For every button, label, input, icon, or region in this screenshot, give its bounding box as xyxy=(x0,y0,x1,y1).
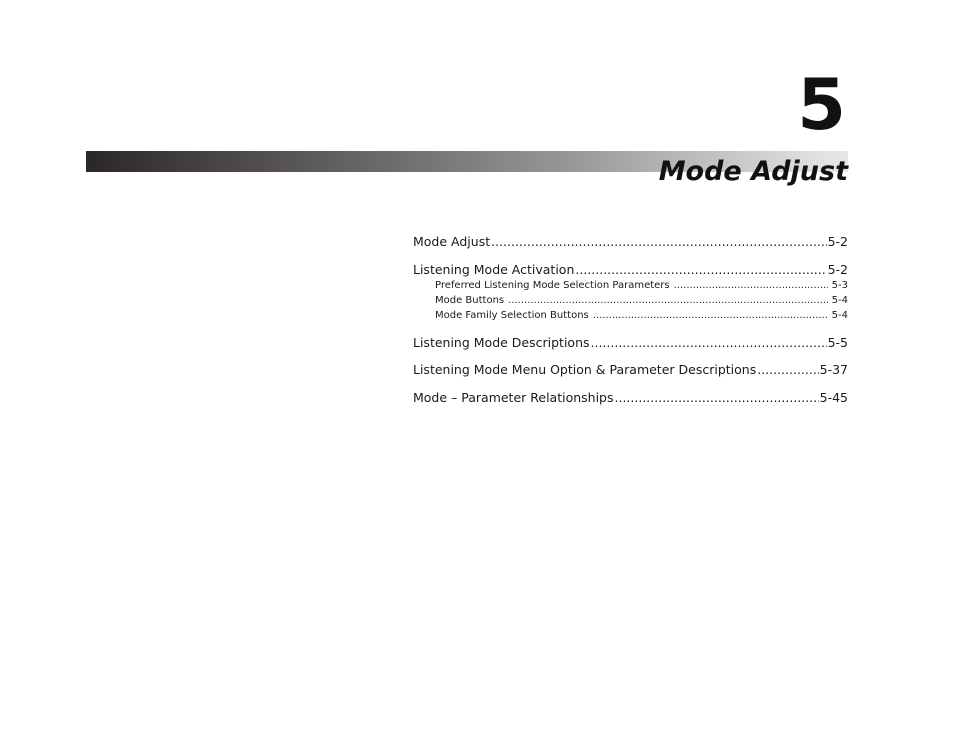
toc-entry-label: Listening Mode Menu Option & Parameter Descriptions xyxy=(413,362,757,377)
chapter-number: 5 xyxy=(797,64,846,146)
toc-entry-listening-mode-descriptions[interactable] xyxy=(413,335,848,351)
toc-entry-page: 5-4 xyxy=(831,294,848,306)
toc-entry-label: Mode Family Selection Buttons xyxy=(435,309,589,321)
chapter-title: Mode Adjust xyxy=(658,156,848,187)
toc-entry-page: 5-5 xyxy=(827,334,848,350)
toc-entry-listening-mode-activation[interactable] xyxy=(413,262,848,278)
toc-entry-page: 5-37 xyxy=(819,362,848,377)
toc-entry-label: Mode Buttons xyxy=(435,294,505,306)
toc-subentry-preferred-listening-mode[interactable] xyxy=(413,279,848,293)
toc-entry-menu-option-parameter-descriptions[interactable] xyxy=(413,362,848,378)
toc-entry-mode-adjust[interactable] xyxy=(413,234,848,250)
toc-leader-dots xyxy=(591,335,827,351)
toc-entry-label: Mode Adjust xyxy=(413,234,491,249)
toc-entry-label: Listening Mode Activation xyxy=(413,261,575,277)
toc-leader-dots xyxy=(674,279,828,293)
toc-entry-page: 5-3 xyxy=(831,279,848,291)
toc-subentry-mode-buttons[interactable] xyxy=(413,294,848,308)
toc-entry-page: 5-2 xyxy=(827,234,848,249)
toc-leader-dots xyxy=(757,362,818,378)
toc-leader-dots xyxy=(615,390,819,406)
toc-leader-dots xyxy=(593,309,828,323)
toc-leader-dots xyxy=(508,294,828,308)
toc-entry-page: 5-2 xyxy=(827,261,848,277)
toc-entry-label: Mode – Parameter Relationships xyxy=(413,389,614,405)
toc-entry-label: Preferred Listening Mode Selection Parameters xyxy=(435,279,670,291)
toc-subentry-mode-family-selection[interactable] xyxy=(413,309,848,323)
toc-leader-dots xyxy=(491,234,826,250)
toc-entry-label: Listening Mode Descriptions xyxy=(413,334,590,350)
toc-entry-page: 5-4 xyxy=(831,309,848,321)
toc-entry-mode-parameter-relationships[interactable] xyxy=(413,390,848,406)
table-of-contents xyxy=(413,234,848,417)
toc-leader-dots xyxy=(575,262,826,278)
toc-entry-page: 5-45 xyxy=(819,389,848,405)
